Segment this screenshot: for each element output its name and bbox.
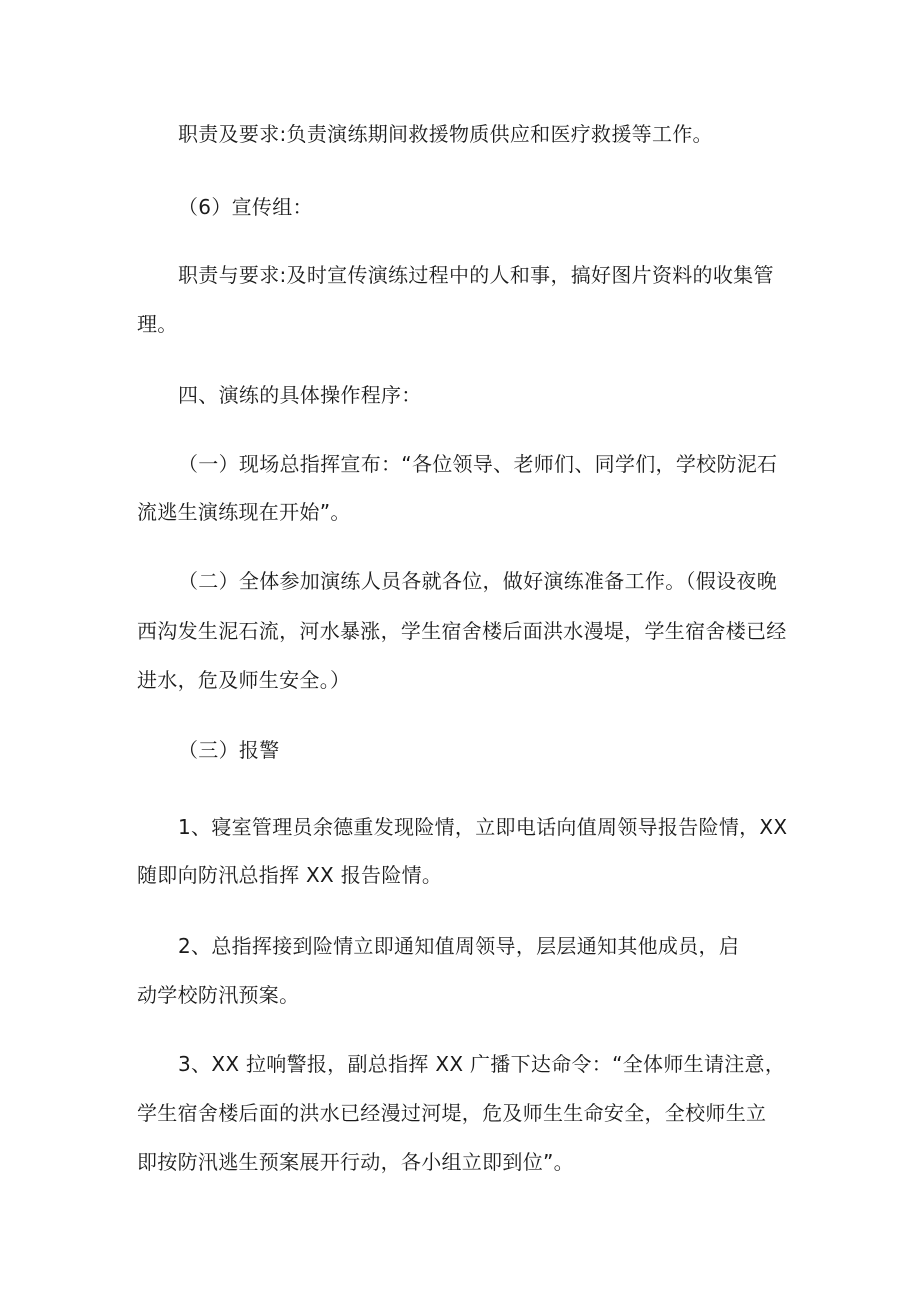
text-line-step-two-cont2: 进水，危及师生安全。）: [137, 668, 351, 692]
text-line-item-2-cont: 动学校防汛预案。: [137, 983, 300, 1007]
text-line-step-one: （一）现场总指挥宣布：“各位领导、老师们、同学们，学校防泥石: [178, 452, 778, 476]
text-line-propaganda-group: （6）宣传组：: [178, 195, 313, 219]
text-line-step-three-alarm: （三）报警: [178, 738, 280, 762]
text-line-step-two: （二）全体参加演练人员各就各位，做好演练准备工作。（假设夜晚: [178, 569, 777, 593]
text-line-item-3: 3、XX 拉响警报，副总指挥 XX 广播下达命令：“全体师生请注意，: [178, 1052, 786, 1076]
text-line-step-two-cont1: 西沟发生泥石流，河水暴涨，学生宿舍楼后面洪水漫堤，学生宿舍楼已经: [137, 619, 787, 643]
text-line-item-3-cont2: 即按防汛逃生预案展开行动，各小组立即到位”。: [137, 1150, 574, 1174]
section-heading-procedure: 四、演练的具体操作程序：: [178, 383, 422, 407]
text-line-item-2: 2、总指挥接到险情立即通知值周领导，层层通知其他成员，启: [178, 934, 740, 958]
text-line-duty-supply: 职责及要求:负责演练期间救援物质供应和医疗救援等工作。: [178, 122, 713, 146]
text-line-item-1: 1、寝室管理员余德重发现险情，立即电话向值周领导报告险情，XX: [178, 815, 788, 839]
text-line-duty-propaganda-cont: 理。: [137, 312, 178, 336]
text-line-item-1-cont: 随即向防汛总指挥 XX 报告险情。: [137, 863, 443, 887]
text-line-duty-propaganda: 职责与要求:及时宣传演练过程中的人和事，搞好图片资料的收集管: [178, 263, 774, 287]
text-line-step-one-cont: 流逃生演练现在开始”。: [137, 500, 351, 524]
text-line-item-3-cont1: 学生宿舍楼后面的洪水已经漫过河堤，危及师生生命安全，全校师生立: [137, 1101, 767, 1125]
